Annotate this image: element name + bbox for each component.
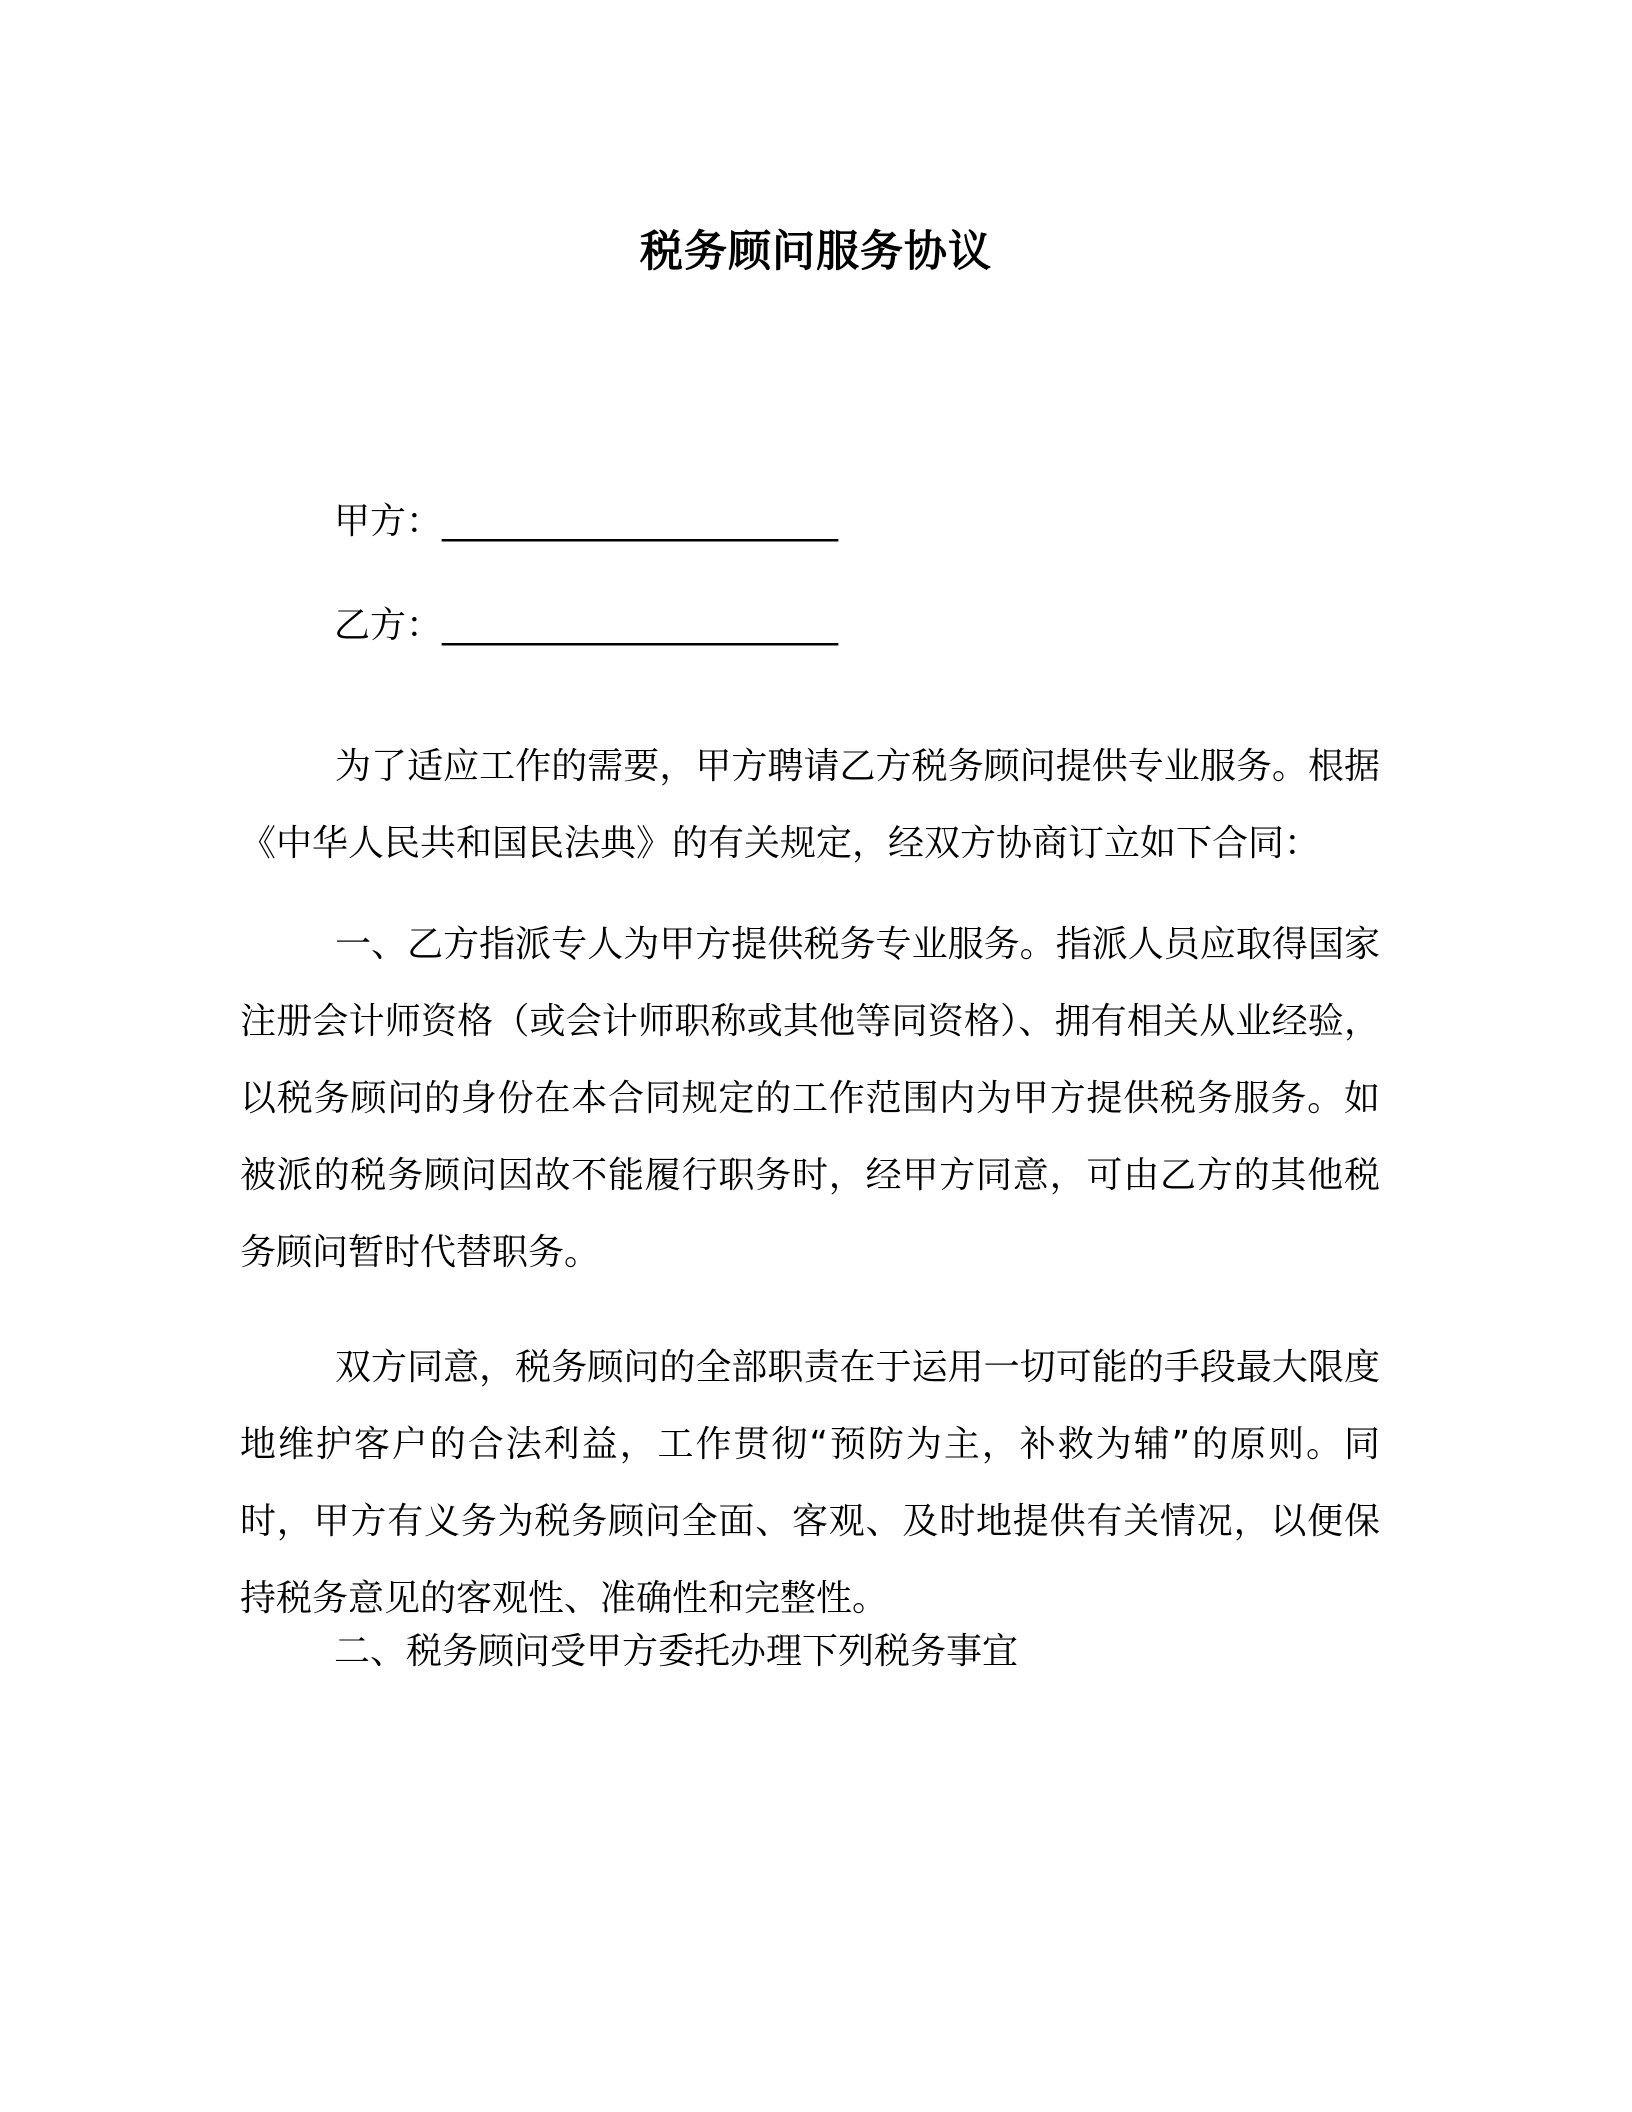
agreement-paragraph: 双方同意，税务顾问的全部职责在于运用一切可能的手段最大限度地维护客户的合法利益，工作贯彻“预防为主，补救为辅”的原则。同时，甲方有义务为税务顾问全面、客观、及时地提供有关情况，以便保持税务意见的客观性、准确性和完整性。 — [240, 1347, 1380, 1619]
party-b-line: 乙方：______________________ — [334, 605, 839, 646]
intro-paragraph: 为了适应工作的需要，甲方聘请乙方税务顾问提供专业服务。根据《中华人民共和国民法典》的有关规定，经双方协商订立如下合同： — [240, 746, 1380, 864]
party-a-line: 甲方：______________________ — [334, 501, 839, 542]
clause-one-paragraph: 一、乙方指派专人为甲方提供税务专业服务。指派人员应取得国家注册会计师资格（或会计师职称或其他等同资格）、拥有相关从业经验，以税务顾问的身份在本合同规定的工作范围内为甲方提供税务服务。如被派的税务顾问因故不能履行职务时，经甲方同意，可由乙方的其他税务顾问暂时代替职务。 — [240, 924, 1380, 1273]
section-two-heading: 二、税务顾问受甲方委托办理下列税务事宜 — [334, 1631, 1019, 1672]
document-title: 税务顾问服务协议 — [640, 227, 992, 277]
